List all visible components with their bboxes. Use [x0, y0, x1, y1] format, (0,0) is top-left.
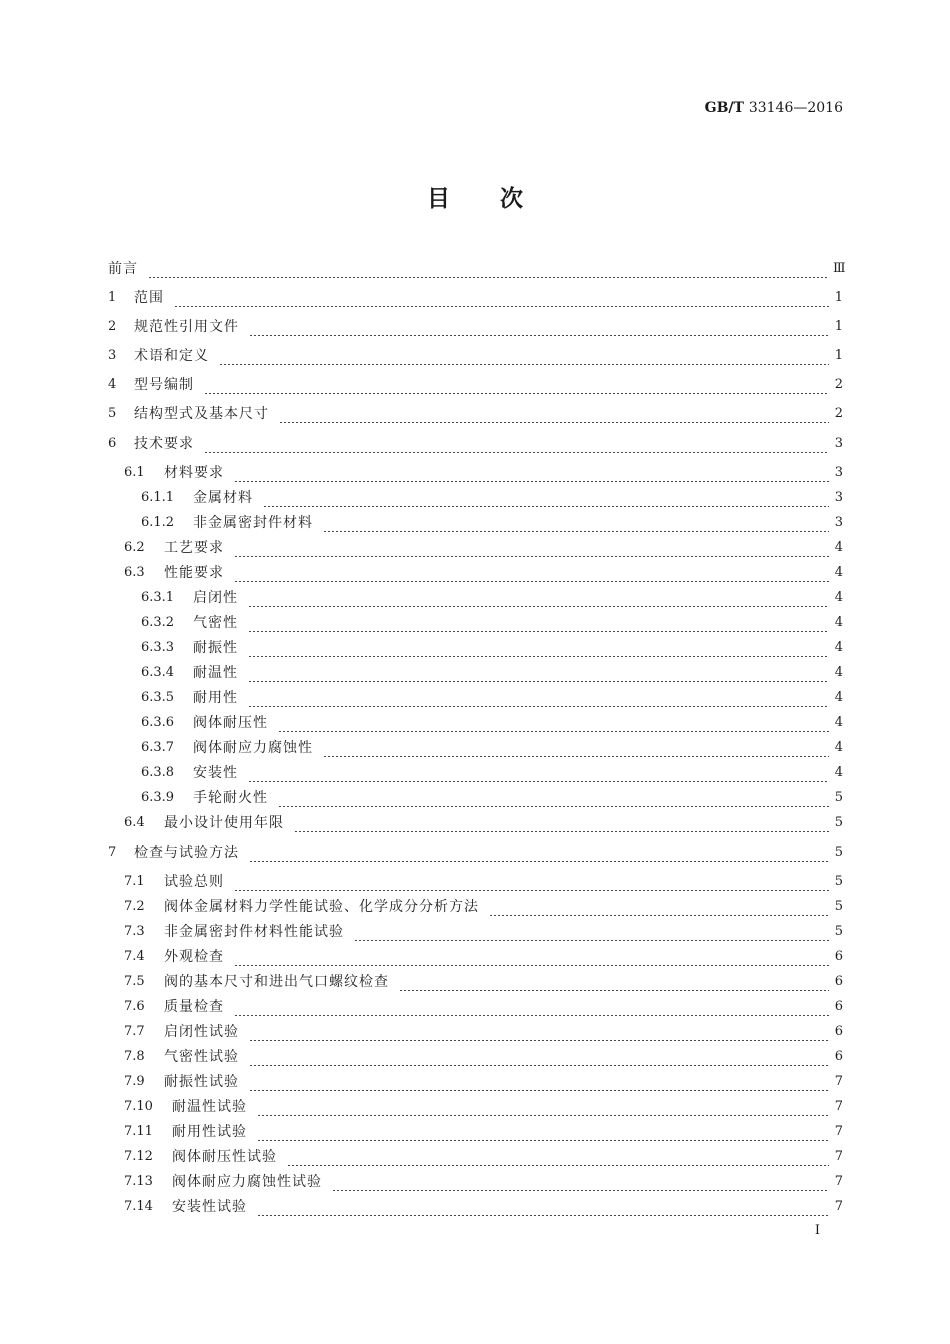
toc-leader-dots [257, 1121, 829, 1141]
toc-leader-dots [174, 287, 829, 307]
toc-entry-page: 7 [834, 1198, 843, 1214]
toc-entry-page: 4 [834, 714, 843, 730]
toc-entry[interactable] [108, 637, 843, 657]
toc-leader-dots [234, 462, 829, 482]
toc-entry[interactable] [108, 1021, 843, 1041]
toc-entry[interactable] [108, 462, 843, 482]
toc-entry-title: 范围 [134, 290, 164, 306]
toc-entry-page: 4 [834, 764, 843, 780]
toc-entry[interactable] [108, 433, 843, 453]
toc-entry-title: 最小设计使用年限 [164, 815, 284, 831]
toc-entry-number: 7.14 [124, 1198, 153, 1214]
toc-entry-title: 性能要求 [164, 565, 224, 581]
toc-leader-dots [257, 1196, 829, 1216]
toc-leader-dots [257, 1096, 829, 1116]
toc-leader-dots [248, 687, 829, 707]
toc-entry-title: 术语和定义 [134, 348, 209, 364]
toc-entry[interactable] [108, 537, 843, 557]
toc-entry[interactable] [108, 896, 843, 916]
toc-entry-number: 6.3.3 [141, 639, 175, 655]
toc-entry-page: 5 [834, 789, 843, 805]
toc-leader-dots [234, 537, 829, 557]
toc-leader-dots [204, 374, 829, 394]
toc-entry-number: 3 [108, 347, 117, 363]
toc-leader-dots [249, 1046, 829, 1066]
toc-title-char-2: 次 [500, 186, 523, 212]
toc-entry-title: 耐温性试验 [172, 1099, 247, 1115]
toc-entry[interactable] [108, 316, 843, 336]
toc-entry-page: 6 [834, 1048, 843, 1064]
toc-entry-title: 前言 [108, 261, 138, 277]
toc-entry-number: 6.3.1 [141, 589, 175, 605]
toc-entry-title: 型号编制 [134, 377, 194, 393]
toc-entry-title: 耐振性试验 [164, 1074, 239, 1090]
toc-leader-dots [248, 612, 829, 632]
toc-entry-page: 3 [834, 514, 843, 530]
toc-entry-page: 6 [834, 1023, 843, 1039]
toc-entry[interactable] [108, 871, 843, 891]
toc-entry[interactable] [108, 1096, 843, 1116]
toc-leader-dots [234, 996, 829, 1016]
toc-entry-number: 7.1 [124, 873, 145, 889]
toc-entry[interactable] [108, 996, 843, 1016]
toc-entry-number: 7.5 [124, 973, 145, 989]
toc-leader-dots [263, 487, 829, 507]
toc-entry-page: 4 [834, 639, 843, 655]
toc-entry[interactable] [108, 762, 843, 782]
toc-entry-number: 6.3.5 [141, 689, 175, 705]
toc-entry-number: 6.3.6 [141, 714, 175, 730]
toc-entry-title: 耐温性 [193, 665, 238, 681]
toc-leader-dots [332, 1171, 829, 1191]
toc-entry-page: 7 [834, 1148, 843, 1164]
toc-entry[interactable] [108, 946, 843, 966]
toc-entry-title: 阀体金属材料力学性能试验、化学成分分析方法 [164, 899, 479, 915]
toc-entry[interactable] [108, 787, 843, 807]
toc-entry[interactable] [108, 1196, 843, 1216]
toc-entry-number: 7.6 [124, 998, 145, 1014]
toc-entry[interactable] [108, 687, 843, 707]
toc-entry[interactable] [108, 842, 843, 862]
toc-entry[interactable] [108, 812, 843, 832]
toc-title [0, 180, 950, 213]
toc-entry-number: 6.3.9 [141, 789, 175, 805]
toc-entry-page: 7 [834, 1123, 843, 1139]
toc-entry-number: 7.12 [124, 1148, 153, 1164]
toc-entry-title: 金属材料 [193, 490, 253, 506]
toc-entry-page: Ⅲ [833, 260, 846, 276]
toc-entry-number: 6 [108, 435, 117, 451]
toc-entry-page: 4 [834, 539, 843, 555]
toc-entry-number: 7.11 [124, 1123, 153, 1139]
toc-leader-dots [248, 587, 829, 607]
toc-entry-title: 外观检查 [164, 949, 224, 965]
toc-entry-page: 1 [834, 289, 843, 305]
toc-entry[interactable] [108, 403, 843, 423]
toc-entry[interactable] [108, 1071, 843, 1091]
toc-entry-number: 7 [108, 844, 117, 860]
toc-entry-page: 4 [834, 739, 843, 755]
toc-leader-dots [489, 896, 829, 916]
toc-entry-page: 3 [834, 435, 843, 451]
toc-entry-title: 耐振性 [193, 640, 238, 656]
toc-entry-page: 1 [834, 318, 843, 334]
toc-entry-title: 规范性引用文件 [134, 319, 239, 335]
toc-leader-dots [278, 712, 829, 732]
toc-entry[interactable] [108, 921, 843, 941]
toc-entry-page: 1 [834, 347, 843, 363]
toc-entry-page: 7 [834, 1098, 843, 1114]
toc-leader-dots [219, 345, 829, 365]
toc-leader-dots [248, 662, 829, 682]
toc-entry-title: 启闭性试验 [164, 1024, 239, 1040]
toc-entry-number: 7.3 [124, 923, 145, 939]
toc-leader-dots [249, 1021, 829, 1041]
toc-entry[interactable] [108, 258, 846, 278]
toc-entry-page: 6 [834, 973, 843, 989]
toc-leader-dots [278, 787, 829, 807]
toc-entry-number: 2 [108, 318, 117, 334]
toc-entry-page: 5 [834, 873, 843, 889]
toc-entry[interactable] [108, 1171, 843, 1191]
toc-entry-title: 工艺要求 [164, 540, 224, 556]
toc-leader-dots [249, 842, 829, 862]
toc-leader-dots [204, 433, 829, 453]
toc-entry-page: 5 [834, 898, 843, 914]
toc-entry-number: 5 [108, 405, 117, 421]
toc-entry-page: 4 [834, 614, 843, 630]
toc-entry-number: 1 [108, 289, 117, 305]
toc-entry-title: 耐用性试验 [172, 1124, 247, 1140]
toc-leader-dots [294, 812, 829, 832]
toc-entry-title: 结构型式及基本尺寸 [134, 406, 269, 422]
toc-leader-dots [399, 971, 829, 991]
toc-entry-number: 6.1.1 [141, 489, 175, 505]
toc-leader-dots [148, 258, 829, 278]
toc-entry-page: 4 [834, 589, 843, 605]
toc-entry-number: 6.3.7 [141, 739, 175, 755]
toc-entry-number: 6.4 [124, 814, 145, 830]
toc-entry-title: 阀体耐应力腐蚀性试验 [172, 1174, 322, 1190]
toc-entry[interactable] [108, 712, 843, 732]
toc-entry[interactable] [108, 1046, 843, 1066]
toc-entry-number: 7.13 [124, 1173, 153, 1189]
toc-entry-number: 6.3 [124, 564, 145, 580]
toc-entry[interactable] [108, 562, 843, 582]
toc-leader-dots [287, 1146, 829, 1166]
toc-entry-page: 5 [834, 923, 843, 939]
standard-code [705, 100, 843, 116]
toc-entry-title: 试验总则 [164, 874, 224, 890]
toc-entry-title: 非金属密封件材料 [193, 515, 313, 531]
toc-entry-page: 7 [834, 1073, 843, 1089]
toc-leader-dots [354, 921, 829, 941]
toc-entry-number: 7.8 [124, 1048, 145, 1064]
toc-entry[interactable] [108, 971, 843, 991]
toc-entry-title: 耐用性 [193, 690, 238, 706]
toc-leader-dots [234, 562, 829, 582]
toc-entry[interactable] [108, 1146, 843, 1166]
toc-entry-number: 7.7 [124, 1023, 145, 1039]
toc-entry-title: 启闭性 [193, 590, 238, 606]
toc-leader-dots [248, 762, 829, 782]
toc-entry[interactable] [108, 374, 843, 394]
toc-entry-page: 4 [834, 664, 843, 680]
toc-entry-page: 2 [834, 376, 843, 392]
toc-entry-number: 7.4 [124, 948, 145, 964]
toc-entry-number: 7.9 [124, 1073, 145, 1089]
standard-number: 33146—2016 [748, 100, 843, 116]
toc-entry-page: 5 [834, 814, 843, 830]
toc-entry-title: 阀体耐应力腐蚀性 [193, 740, 313, 756]
toc-leader-dots [234, 946, 829, 966]
toc-entry-title: 质量检查 [164, 999, 224, 1015]
toc-entry-title: 材料要求 [164, 465, 224, 481]
standard-prefix: GB/T [704, 100, 744, 116]
toc-leader-dots [323, 737, 829, 757]
toc-entry[interactable] [108, 587, 843, 607]
toc-entry-number: 7.2 [124, 898, 145, 914]
toc-entry[interactable] [108, 487, 843, 507]
toc-entry-title: 气密性试验 [164, 1049, 239, 1065]
toc-entry-number: 6.3.2 [141, 614, 175, 630]
toc-entry-page: 3 [834, 464, 843, 480]
toc-entry-page: 5 [834, 844, 843, 860]
toc-entry-title: 非金属密封件材料性能试验 [164, 924, 344, 940]
toc-leader-dots [323, 512, 829, 532]
toc-entry[interactable] [108, 612, 843, 632]
toc-entry-number: 7.10 [124, 1098, 153, 1114]
toc-entry-page: 4 [834, 564, 843, 580]
toc-entry-title: 安装性 [193, 765, 238, 781]
page-number-footer: I [814, 1223, 820, 1238]
toc-entry[interactable] [108, 1121, 843, 1141]
toc-entry-number: 4 [108, 376, 117, 392]
toc-entry-title: 安装性试验 [172, 1199, 247, 1215]
toc-entry-title: 检查与试验方法 [134, 845, 239, 861]
toc-entry-title: 技术要求 [134, 436, 194, 452]
toc-entry[interactable] [108, 512, 843, 532]
toc-entry-number: 6.3.8 [141, 764, 175, 780]
toc-entry-title: 气密性 [193, 615, 238, 631]
toc-entry-page: 7 [834, 1173, 843, 1189]
toc-entry-title: 阀体耐压性 [193, 715, 268, 731]
toc-leader-dots [279, 403, 829, 423]
toc-entry-page: 4 [834, 689, 843, 705]
toc-leader-dots [249, 1071, 829, 1091]
toc-entry-title: 手轮耐火性 [193, 790, 268, 806]
toc-entry[interactable] [108, 345, 843, 365]
toc-leader-dots [248, 637, 829, 657]
toc-entry-page: 3 [834, 489, 843, 505]
toc-leader-dots [234, 871, 829, 891]
toc-entry-title: 阀体耐压性试验 [172, 1149, 277, 1165]
toc-entry[interactable] [108, 662, 843, 682]
toc-entry-page: 2 [834, 405, 843, 421]
toc-title-char-1: 目 [427, 186, 450, 212]
toc-entry-number: 6.2 [124, 539, 145, 555]
toc-entry-page: 6 [834, 948, 843, 964]
toc-entry-number: 6.3.4 [141, 664, 175, 680]
toc-entry[interactable] [108, 737, 843, 757]
toc-entry[interactable] [108, 287, 843, 307]
toc-entry-page: 6 [834, 998, 843, 1014]
toc-leader-dots [249, 316, 829, 336]
toc-entry-title: 阀的基本尺寸和进出气口螺纹检查 [164, 974, 389, 990]
toc-entry-number: 6.1.2 [141, 514, 175, 530]
toc-entry-number: 6.1 [124, 464, 145, 480]
